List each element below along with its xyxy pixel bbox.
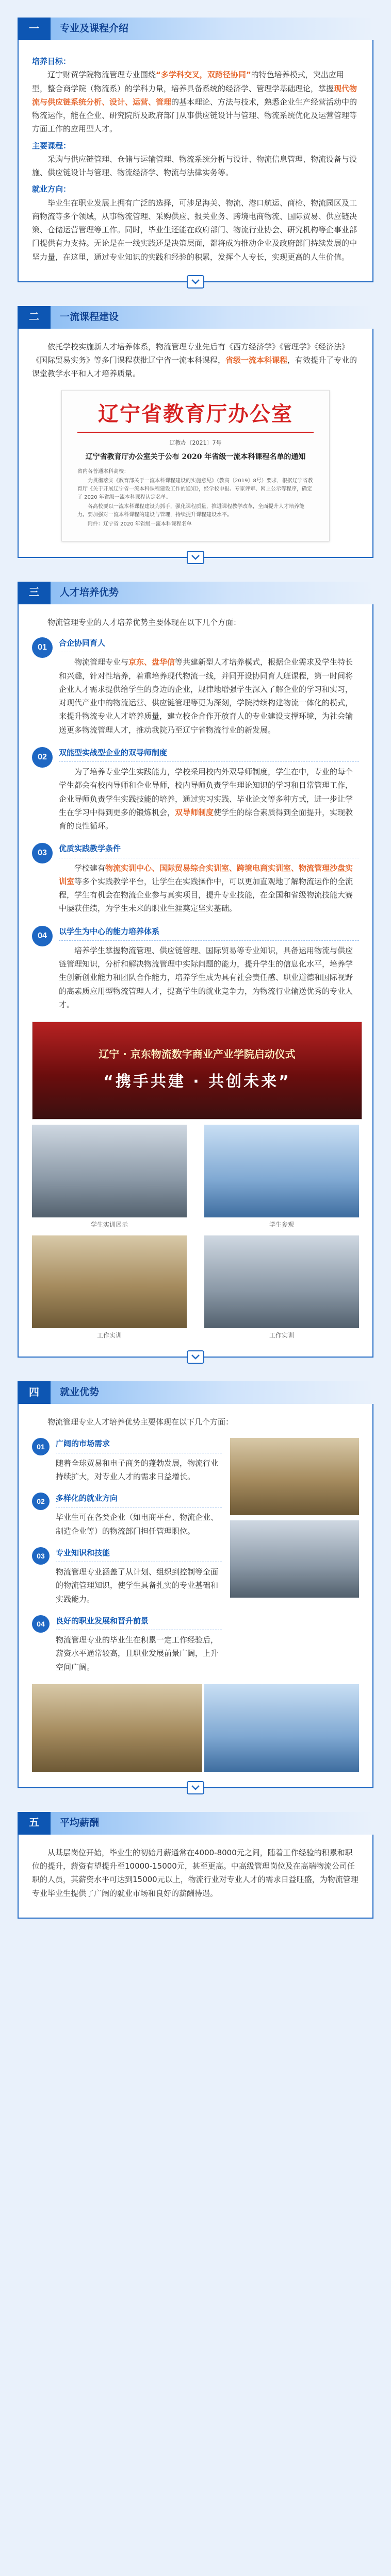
item-number: 04	[32, 926, 53, 946]
chevron-down-icon	[187, 275, 204, 289]
courses-paragraph: 采购与供应链管理、仓储与运输管理、物流系统分析与设计、物流信息管理、物流设备与设施、供应链设计与管理、物流经济学、物流与法律实务等。	[32, 154, 357, 177]
warehouse-photo	[230, 1438, 359, 1515]
lead-paragraph: 物流管理专业的人才培养优势主要体现在以下几个方面：	[47, 617, 241, 627]
conveyor-photo	[204, 1684, 359, 1772]
section-number: 四	[18, 1381, 51, 1404]
list-item: 03 专业知识和技能 物流管理专业涵盖了从计划、组织到控制等全面的物流管理知识，使学生具备扎实的专业基础和实践能力。	[32, 1546, 222, 1608]
section-salary	[18, 1812, 373, 1919]
section-number: 一	[18, 18, 51, 40]
document-title: 辽宁省教育厅办公室关于公布 2020 年省级一流本科课程名单的通知	[85, 452, 306, 461]
item-title: 多样化的就业方向	[56, 1492, 222, 1507]
list-item: 03 优质实践教学条件 学校建有物流实训中心、国际贸易综合实训室、跨境电商实训室、物流管理沙盘实训室等多个实践教学平台，让学生在实践操作中，可以更加直观地了解物流运作的全流程，学生有机会在物流企业参与真实项目，提升专业技能，在全国和省级物流技能大赛中屡获佳绩，为学生未来的职业生涯奠定坚实基础。	[32, 842, 359, 917]
item-title: 专业知识和技能	[56, 1546, 222, 1562]
list-item: 02 多样化的就业方向 毕业生可在各类企业（如电商平台、物流企业、制造企业等）的物流部门担任管理职位。	[32, 1492, 222, 1540]
banner-title: 辽宁 · 京东物流数字商业产业学院启动仪式	[99, 1048, 296, 1061]
section-body	[18, 604, 373, 1358]
course-paragraph: 依托学校实施新人才培养体系，物流管理专业先后有《西方经济学》《管理学》《经济法》《国际贸易实务》等多门课程获批辽宁省一流本科课程，省级一流本科课程，有效提升了专业的课堂教学水平和人才培养质量。	[32, 342, 357, 379]
chevron-down-icon	[187, 1350, 204, 1364]
photo-caption: 工作实训	[96, 1332, 122, 1339]
list-item: 04 以学生为中心的能力培养体系 培养学生掌握物流管理、供应链管理、国际贸易等专业知识，具备运用物流与供应链管理知识，分析和解决物流管理中实际问题的能力，提升学生的信息化水平，培养学生创新创业能力和团队合作能力，培养学生成为具有社会责任感、职业道德和国际视野的高素质应用型物流管理人才，提高学生的就业竞争力，为物流行业输送优秀的专业人才。	[32, 925, 359, 1014]
section-intro	[18, 18, 373, 282]
item-title: 以学生为中心的能力培养体系	[59, 925, 359, 941]
document-header: 辽宁省教育厅办公室	[98, 401, 293, 426]
section-talent	[18, 582, 373, 1358]
section-header	[18, 306, 373, 329]
list-item: 01 广阔的市场需求 随着全球贸易和电子商务的蓬勃发展，物流行业持续扩大，对专业人才的需求日益增长。	[32, 1437, 222, 1485]
item-number: 02	[32, 1493, 50, 1510]
document-number: 辽教办〔2021〕7号	[169, 439, 222, 446]
section-body	[18, 1404, 373, 1788]
section-number: 三	[18, 582, 51, 604]
section-body	[18, 329, 373, 558]
item-number: 03	[32, 843, 53, 863]
section-body	[18, 1835, 373, 1919]
section-title: 一流课程建设	[60, 311, 119, 323]
section-title: 人才培养优势	[60, 587, 119, 599]
item-title: 良好的职业发展和晋升前景	[56, 1614, 222, 1630]
training-photo	[32, 1125, 187, 1217]
item-number: 03	[32, 1547, 50, 1565]
list-item: 02 双能型实战型企业的双导师制度 为了培养专业学生实践能力，学校采用校内外双导师制度，学生在中，专业的每个学生都会有校内导师和企业导师，校内导师负责学生理论知识的学习和日常管理工作，企业导师负责学生实践技能的培养，通过实习实践、毕业论文等多种方式，进一步让学生在学习中得到更多的锻炼机会，双导师制度使学生的综合素质得到全面提升，实现教育的良性循环。	[32, 746, 359, 835]
salary-paragraph: 从基层岗位开始，毕业生的初始月薪通常在4000-8000元之间，随着工作经验的积累和职位的提升，薪资有望提升至10000-15000元，甚至更高。中高级管理岗位及在高端物流公司任职的人员，其薪资水平可达到15000元以上，物流行业对专业人才的需求日益旺盛，为物流管理专业毕业生提供了广阔的就业市场和良好的薪酬待遇。	[32, 1848, 359, 1898]
official-document	[61, 390, 330, 541]
banner-subtitle: “携手共建 · 共创未来”	[103, 1073, 291, 1091]
section-number: 二	[18, 306, 51, 329]
item-title: 双能型实战型企业的双导师制度	[59, 746, 359, 762]
label-jobs: 就业方向：	[32, 184, 71, 194]
item-number: 01	[32, 1438, 50, 1455]
section-body	[18, 40, 373, 282]
storage-photo	[32, 1684, 202, 1772]
document-text: 省内各普通本科高校： 为贯彻落实《教育部关于一流本科课程建设的实施意见》（教高〔2019〕8号）要求，根据辽宁省教育厅《关于开展辽宁省一流本科课程建设工作的通知》，经学校申报、专家评审、网上公示等程序，确定了 2020 年省级一流本科课程认定名单。 各高校要以一流本科课程建设为抓手，强化课程质量，推进课程教学改革，全面提升人才培养能力。要加强对一流本科课程的建设与管理，持续提升课程建设水平。 附件：辽宁省 2020 年省级一流本科课程名单	[77, 468, 313, 527]
item-number: 04	[32, 1615, 50, 1633]
chevron-down-icon	[187, 1781, 204, 1794]
chevron-down-icon	[187, 551, 204, 564]
photo-caption: 学生实训展示	[90, 1221, 128, 1228]
lead-paragraph: 物流管理专业人才培养优势主要体现在以下几个方面：	[47, 1417, 234, 1427]
label-goal: 培养目标：	[32, 57, 71, 66]
section-header	[18, 18, 373, 40]
label-courses: 主要课程：	[32, 141, 71, 150]
photo-caption: 工作实训	[269, 1332, 294, 1339]
item-number: 02	[32, 747, 53, 768]
warehouse-photo	[32, 1235, 187, 1328]
document-rule	[77, 432, 314, 433]
section-header	[18, 1812, 373, 1835]
jobs-paragraph: 毕业生在职业发展上拥有广泛的选择，可涉足海关、物流、港口航运、商检、物流园区及工商物流等多个领域，从事物流管理、采购供应、报关业务、跨境电商物流、国际贸易、供应链决策、仓储运营管理等工作。同时，毕业生还能在政府部门、物流行业协会、研究机构等企事业部门提供有力支持。无论是在一线实践还是决策层面，都将成为推动企业及政府部门持续发展的中坚力量，在这里，通过专业知识的实践和经验的积累，发挥个人专长，实现更高的人生价值。	[32, 198, 357, 262]
photo-caption: 学生参观	[269, 1221, 294, 1228]
list-item: 04 良好的职业发展和晋升前景 物流管理专业的毕业生在积累一定工作经验后，薪资水平通常较高，且职业发展前景广阔，上升空间广阔。	[32, 1614, 222, 1676]
item-number: 01	[32, 637, 53, 658]
item-title: 广阔的市场需求	[56, 1437, 222, 1453]
section-header	[18, 582, 373, 604]
section-number: 五	[18, 1812, 51, 1835]
list-item: 01 合企协同育人 物流管理专业与京东、盘华信等共建新型人才培养模式，根据企业需求及学生特长和兴趣，针对性培养，着重培养现代物流一线，并同开设协同育人班课程，第一时间将企业人才需求提供给学生的身边的企业，规律地增强学生深入了解企业的学习和实习，对现代产业中的物流运营、供应链管理等更为深刻，学院持续构建物流一体化的模式，来提升物流专业人才培养质量，建立校企合作开放育人的专业建设支撑环境，为社会输送更多物流管理人才，推动我院乃至辽宁省物流行业的新发展。	[32, 636, 359, 739]
section-employment	[18, 1381, 373, 1788]
ceremony-photo	[32, 1022, 362, 1120]
section-header	[18, 1381, 373, 1404]
workshop-photo	[204, 1235, 359, 1328]
section-title: 专业及课程介绍	[60, 23, 129, 35]
visit-photo	[204, 1125, 359, 1217]
section-first-class	[18, 306, 373, 558]
item-title: 优质实践教学条件	[59, 842, 359, 858]
section-title: 平均薪酬	[60, 1817, 100, 1829]
goal-paragraph: 辽宁财贸学院物流管理专业围绕“多学科交叉，双跨径协同”的特色培养模式，突出应用型，整合商学院（物流系）的学科力量，培养具备系统的经济学、管理学基础理论，掌握现代物流与供应链系统分析、设计、运营、管理的基本理论、方法与技术，熟悉企业生产经营活动中的物流运作，能在企业、研究院所及政府部门从事供应链设计与管理、物流系统优化及运营管理等方面工作的应用型人才。	[32, 70, 357, 134]
shelf-photo	[230, 1520, 359, 1598]
section-title: 就业优势	[60, 1386, 100, 1398]
item-title: 合企协同育人	[59, 636, 359, 652]
